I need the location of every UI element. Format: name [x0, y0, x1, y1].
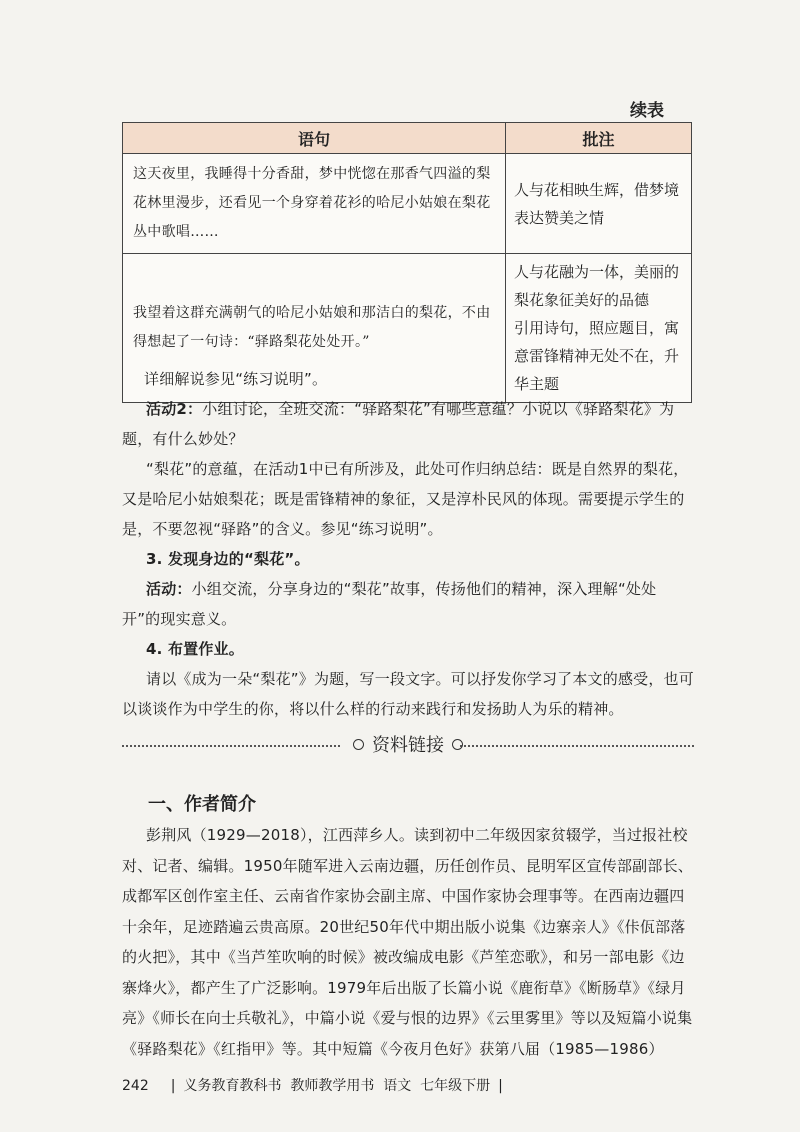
header-sentence: 语句: [123, 123, 506, 154]
activity-label: 活动：: [146, 580, 192, 598]
paragraph: “梨花”的意蕴，在活动1中已有所涉及，此处可作归纳总结：既是自然界的梨花，又是哈尼小姑娘梨花；既是雷锋精神的象征，又是淳朴民风的体现。需要提示学生的是，不要忽视“驿路”的含义。参见“练习说明”。: [122, 460, 689, 538]
activity-text: 小组讨论，全班交流：“驿路梨花”有哪些意蕴？小说以《驿路梨花》为题，有什么妙处？: [122, 400, 675, 448]
circle-icon: [452, 739, 463, 750]
body-section: [122, 364, 694, 724]
page-footer: 242 | 义务教育教科书 教师教学用书 语文 七年级下册 |: [122, 1078, 503, 1094]
table-row: [123, 154, 692, 254]
step-heading: 4. 布置作业。: [146, 640, 244, 658]
sentence-cell: 我望着这群充满朝气的哈尼小姑娘和那洁白的梨花，不由得想起了一句诗：“驿路梨花处处开。”: [123, 254, 506, 403]
annotation-table: [122, 122, 692, 403]
step-heading: 3. 发现身边的“梨花”。: [146, 550, 310, 568]
resource-divider: [122, 734, 694, 758]
activity-label: 活动2：: [146, 400, 203, 418]
page-number: 242: [122, 1078, 149, 1094]
annotation-line: 人与花融为一体，美丽的梨花象征美好的品德: [514, 263, 680, 309]
sentence-cell: 这天夜里，我睡得十分香甜，梦中恍惚在那香气四溢的梨花林里漫步，还看见一个身穿着花衫的哈尼小姑娘在梨花丛中歌唱……: [123, 154, 506, 254]
annotation-line: 引用诗句，照应题目，寓意雷锋精神无处不在，升华主题: [514, 319, 680, 393]
paragraph: [122, 394, 694, 454]
author-bio-section: [122, 820, 694, 1064]
paragraph: 请以《成为一朵“梨花”》为题，写一段文字。可以抒发你学习了本文的感受，也可以谈谈作为中学生的你，将以什么样的行动来践行和发扬助人为乐的精神。: [122, 670, 694, 718]
paragraph: 详细解说参见“练习说明”。: [144, 370, 328, 388]
book-type: 教师教学用书: [290, 1078, 375, 1094]
paragraph: [122, 574, 694, 634]
table-header-row: [123, 123, 692, 154]
section-heading: 一、作者简介: [148, 794, 256, 815]
book-subject: 语文: [383, 1078, 412, 1094]
book-title: 义务教育教科书: [183, 1078, 282, 1094]
resource-title: [122, 734, 694, 758]
annotation-cell: [506, 154, 692, 254]
activity-text: 小组交流，分享身边的“梨花”故事，传扬他们的精神，深入理解“处处开”的现实意义。: [122, 580, 657, 628]
resource-title-text: 资料链接: [372, 735, 444, 756]
author-bio: 彭荆风（1929—2018），江西萍乡人。读到初中二年级因家贫辍学，当过报社校对、记者、编辑。1950年随军进入云南边疆，历任创作员、昆明军区宣传部副部长、成都军区创作室主任、云南省作家协会副主席、中国作家协会理事等。在西南边疆四十余年，足迹踏遍云贵高原。20世纪50年代中期出版小说集《边寨亲人》《佧佤部落的火把》，其中《当芦笙吹响的时候》被改编成电影《芦笙恋歌》，和另一部电影《边寨烽火》，都产生了广泛影响。1979年后出版了长篇小说《鹿衔草》《断肠草》《绿月亮》《师长在向士兵敬礼》，中篇小说《爱与恨的边界》《云里雾里》等以及短篇小说集《驿路梨花》《红指甲》等。其中短篇《今夜月色好》获第八届（1985—1986）: [122, 826, 693, 1058]
header-annotation: 批注: [506, 123, 692, 154]
continuation-label: 续表: [630, 101, 664, 121]
book-grade: 七年级下册: [420, 1078, 491, 1094]
circle-icon: [353, 739, 364, 750]
annotation-line: 人与花相映生辉，借梦境表达赞美之情: [514, 180, 680, 227]
